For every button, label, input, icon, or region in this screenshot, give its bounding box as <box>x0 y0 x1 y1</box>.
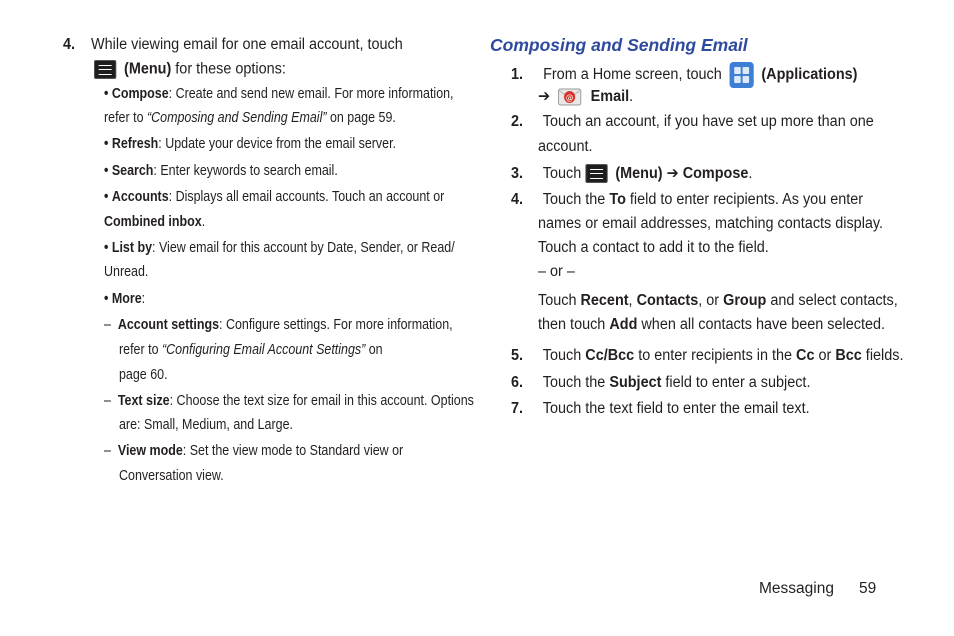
bullet-accounts: • Accounts: Displays all email accounts. Touch an account or <box>104 189 445 205</box>
footer-section: Messaging <box>759 580 834 597</box>
compose-link[interactable]: “Composing and Sending Email” <box>146 110 327 126</box>
bullet-accounts-cont: Combined inbox. <box>104 214 206 230</box>
sub-view-mode-cont: Conversation view. <box>119 468 224 484</box>
sub-account-settings-cont2: page 60. <box>119 367 168 383</box>
sub-text-size: – Text size: Choose the text size for email in this account. Options <box>104 393 474 409</box>
section-heading: Composing and Sending Email <box>490 35 748 55</box>
step-5: 5. Touch Cc/Bcc to enter recipients in the Cc or Bcc fields. <box>511 347 904 364</box>
sub-account-settings-cont: refer to “Configuring Email Account Settings” on <box>119 342 383 358</box>
bullet-listby: • List by: View email for this account by Date, Sender, or Read/ <box>104 240 455 256</box>
step-1: 1. From a Home screen, touch (Applications) <box>511 62 857 88</box>
sub-view-mode: – View mode: Set the view mode to Standard view or <box>104 443 404 459</box>
bullet-compose: • Compose: Create and send new email. For more information, <box>104 86 454 102</box>
bullet-listby-cont: Unread. <box>104 264 149 280</box>
step-4-line2: (Menu) for these options: <box>94 60 286 79</box>
bullet-more: • More: <box>104 291 146 307</box>
bullet-refresh: • Refresh: Update your device from the email server. <box>104 136 397 152</box>
arrow-icon: ➔ <box>666 165 679 182</box>
step-4-cont2: Touch a contact to add it to the field. <box>538 239 769 256</box>
step-4-line1: 4. While viewing email for one email account, touch <box>63 36 403 53</box>
step-4: 4. Touch the To field to enter recipients. As you enter <box>511 191 864 208</box>
step-6: 6. Touch the Subject field to enter a subject. <box>511 374 811 391</box>
svg-text:@: @ <box>566 92 574 103</box>
bullet-compose-cont: refer to “Composing and Sending Email” on page 59. <box>104 110 396 126</box>
step-2: 2. Touch an account, if you have set up more than one <box>511 113 874 130</box>
step-7: 7. Touch the text field to enter the email text. <box>511 400 810 417</box>
applications-icon <box>729 62 753 88</box>
step-3: 3. Touch (Menu) ➔ Compose. <box>511 165 753 182</box>
step-4-or: – or – <box>538 263 575 280</box>
menu-icon <box>94 60 116 79</box>
menu-icon <box>585 164 607 183</box>
bullet-search: • Search: Enter keywords to search email. <box>104 163 338 179</box>
step-2-cont: account. <box>538 138 593 155</box>
sub-account-settings: – Account settings: Configure settings. For more information, <box>104 317 453 333</box>
step-4-alt2: then touch Add when all contacts have been selected. <box>538 316 886 333</box>
step-4-alt1: Touch Recent, Contacts, or Group and select contacts, <box>538 292 898 309</box>
account-settings-link[interactable]: “Configuring Email Account Settings” <box>161 342 366 358</box>
email-icon <box>558 87 582 107</box>
step-4-cont1: names or email addresses, matching contacts display. <box>538 215 884 232</box>
page-number: 59 <box>859 580 877 597</box>
arrow-icon: ➔ <box>538 88 551 106</box>
step-1-cont: ➔ @ Email. <box>538 88 634 106</box>
sub-text-size-cont: are: Small, Medium, and Large. <box>119 417 293 433</box>
